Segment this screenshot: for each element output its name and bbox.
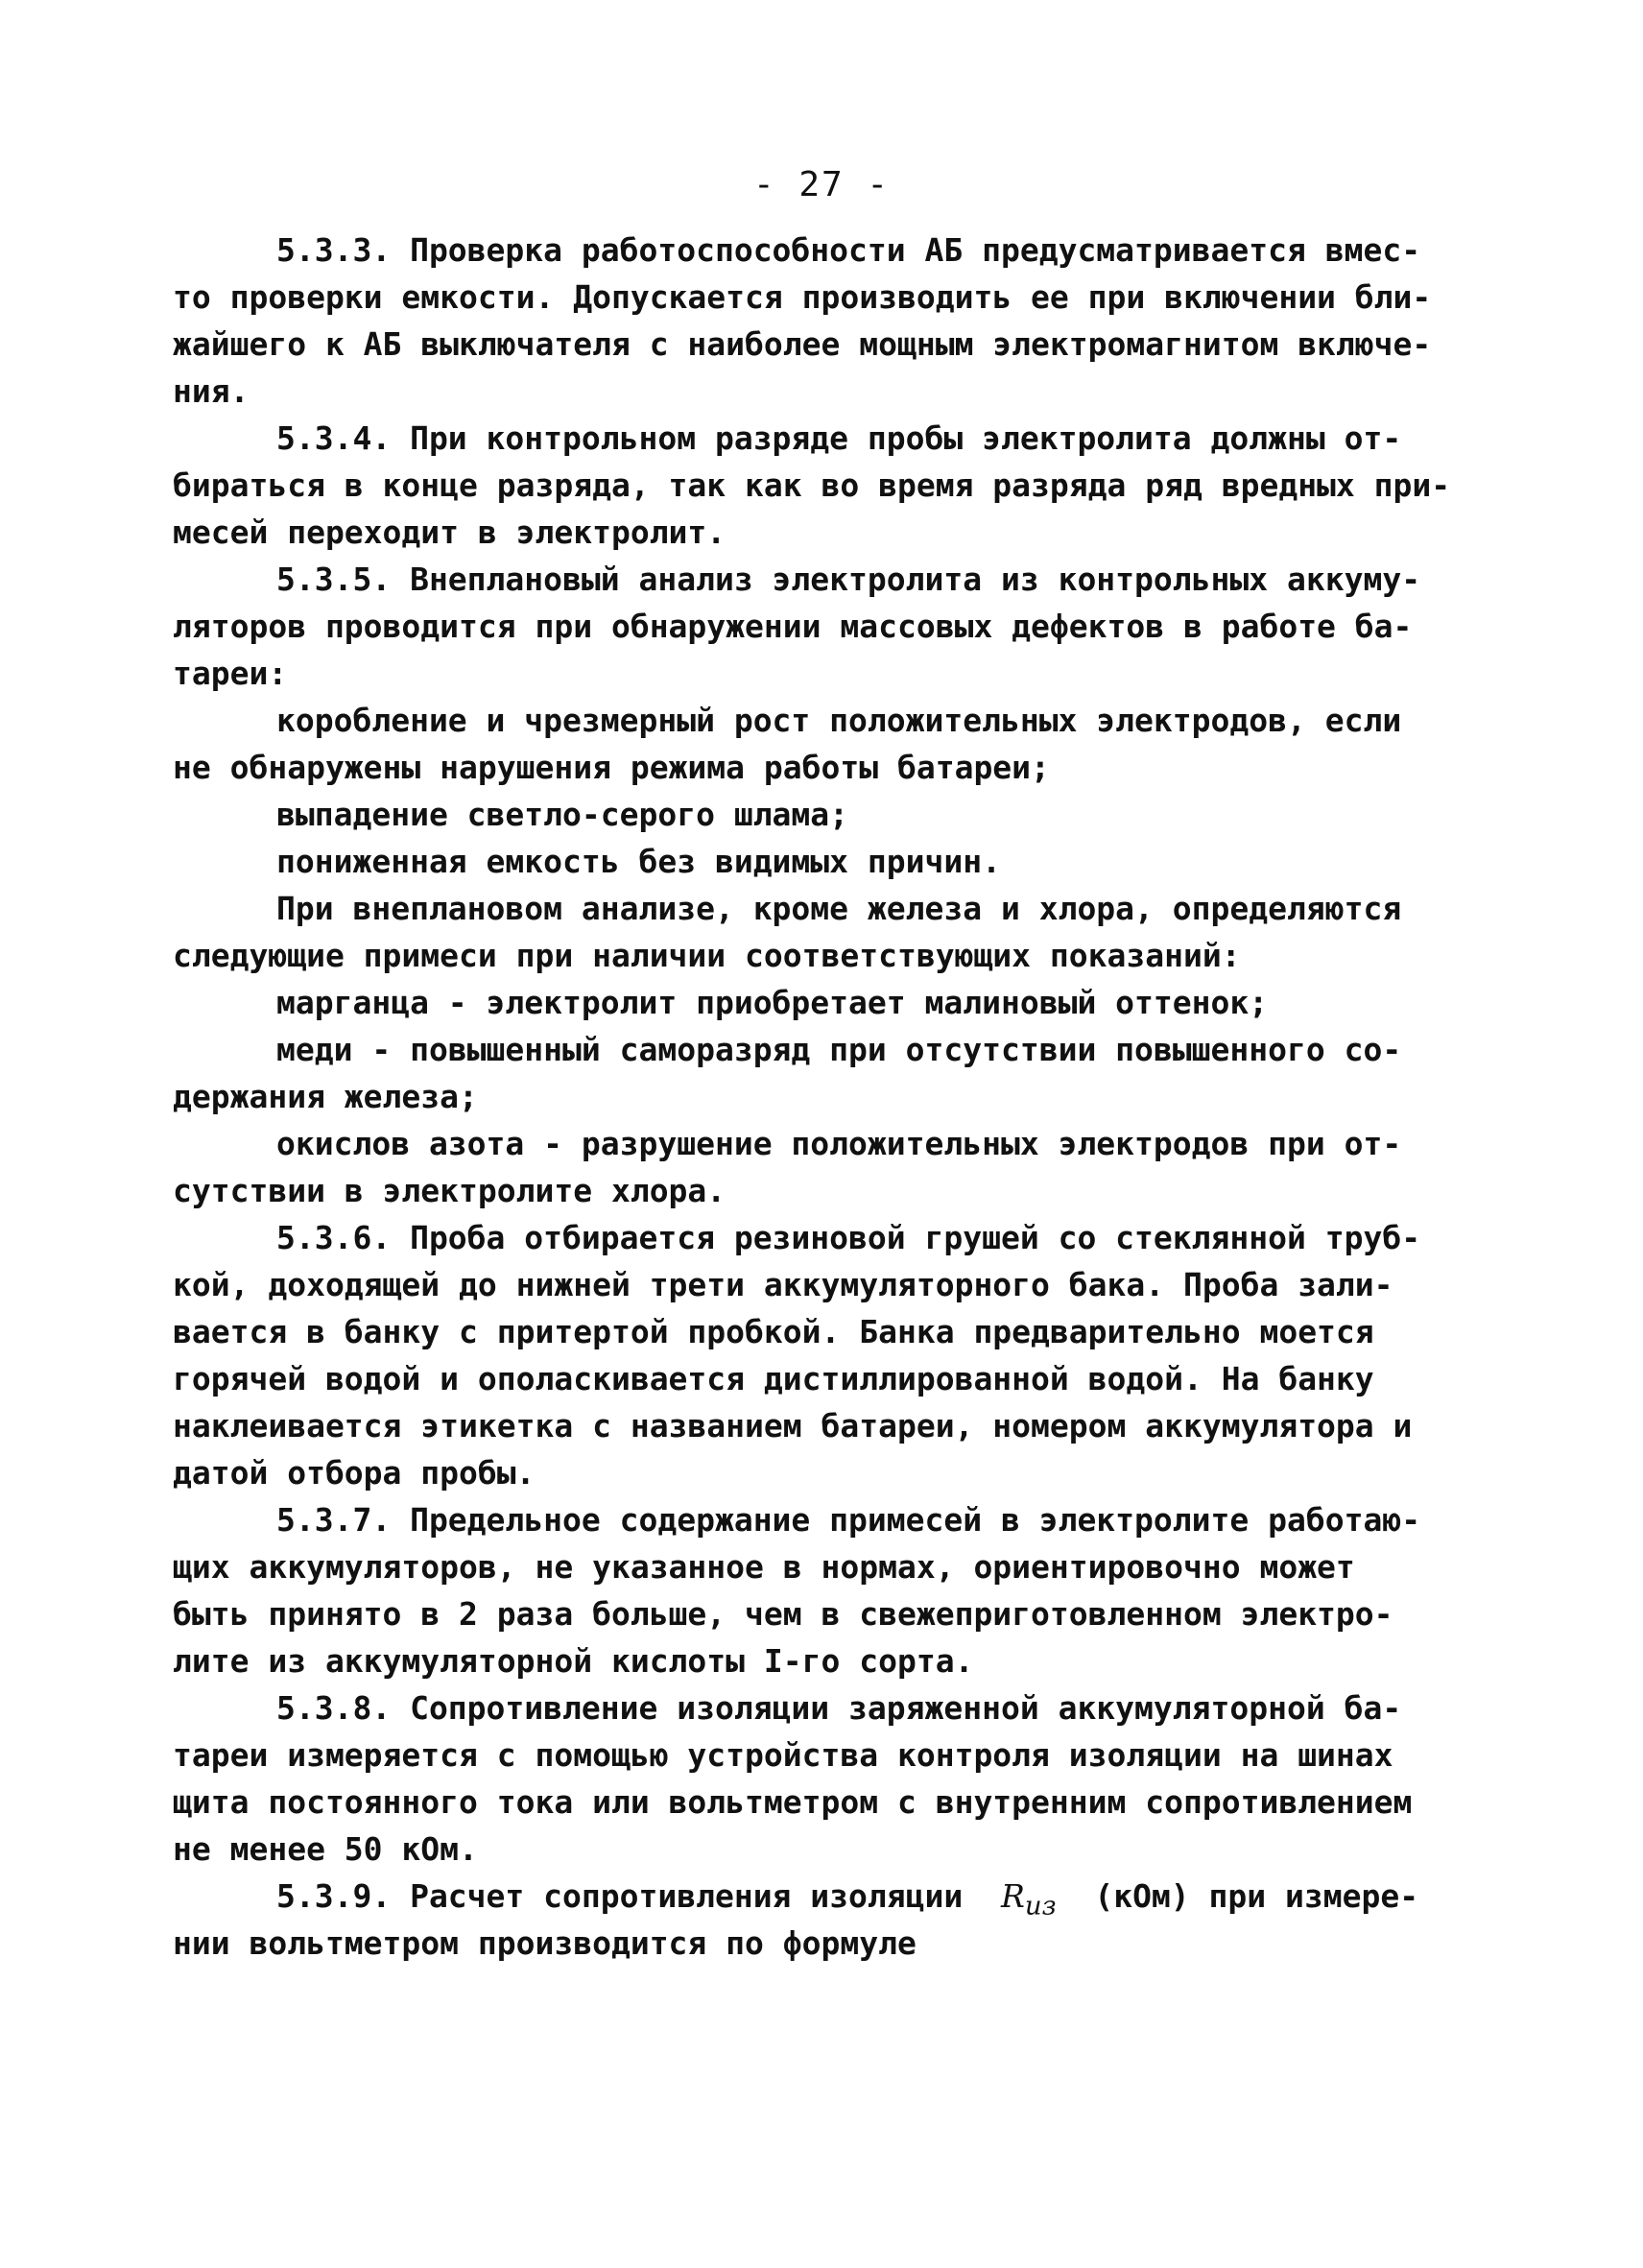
text-line: 5.3.3. Проверка работоспособности АБ предусматривается вмес- <box>276 231 1421 269</box>
formula-symbol: R <box>1001 1877 1025 1915</box>
text-line: кой, доходящей до нижней трети аккумуляторного бака. Проба зали- <box>173 1266 1393 1303</box>
text-line: 5.3.8. Сопротивление изоляции заряженной аккумуляторной ба- <box>276 1689 1402 1727</box>
text-line: датой отбора пробы. <box>173 1454 536 1492</box>
document-body <box>173 227 1459 1967</box>
text-line: не обнаружены нарушения режима работы батареи; <box>173 749 1050 786</box>
text-line: наклеивается этикетка с названием батареи, номером аккумулятора и <box>173 1407 1413 1444</box>
text-line: вается в банку с притертой пробкой. Банка предварительно моется <box>173 1313 1374 1350</box>
text-line: нии вольтметром производится по формуле <box>173 1924 917 1962</box>
text-line: держания железа; <box>173 1078 478 1115</box>
text-line: сутствии в электролите хлора. <box>173 1172 726 1209</box>
page-number: - 27 - <box>752 165 891 204</box>
formula-line <box>173 1873 1459 1920</box>
text-line: выпадение светло-серого шлама; <box>276 796 849 833</box>
text-line: тареи: <box>173 655 288 692</box>
text-line: 5.3.6. Проба отбирается резиновой грушей со стеклянной труб- <box>276 1219 1421 1256</box>
text-line: 5.3.7. Предельное содержание примесей в электролите работаю- <box>276 1501 1421 1539</box>
text-line: следующие примеси при наличии соответствующих показаний: <box>173 937 1241 974</box>
text-fragment: 5.3.9. Расчет сопротивления изоляции <box>276 1877 964 1915</box>
insulation-resistance-symbol <box>1001 1877 1057 1922</box>
text-line: щих аккумуляторов, не указанное в нормах, ориентировочно может <box>173 1548 1355 1586</box>
text-line: пониженная емкость без видимых причин. <box>276 843 1001 880</box>
text-line: ния. <box>173 372 250 410</box>
text-line: меди - повышенный саморазряд при отсутствии повышенного со- <box>276 1031 1402 1068</box>
text-line: бираться в конце разряда, так как во время разряда ряд вредных при- <box>173 466 1451 504</box>
text-line: не менее 50 кОм. <box>173 1830 478 1868</box>
text-line: горячей водой и ополаскивается дистиллированной водой. На банку <box>173 1360 1374 1397</box>
text-line: тареи измеряется с помощью устройства контроля изоляции на шинах <box>173 1736 1393 1774</box>
text-line: щита постоянного тока или вольтметром с внутренним сопротивлением <box>173 1783 1413 1821</box>
text-line: коробление и чрезмерный рост положительных электродов, если <box>276 702 1402 739</box>
text-line: ляторов проводится при обнаружении массовых дефектов в работе ба- <box>173 608 1413 645</box>
text-line: окислов азота - разрушение положительных электродов при от- <box>276 1125 1402 1162</box>
text-line: 5.3.5. Внеплановый анализ электролита из контрольных аккуму- <box>276 561 1421 598</box>
formula-subscript: из <box>1024 1890 1057 1922</box>
text-line: месей переходит в электролит. <box>173 513 726 551</box>
text-line: 5.3.4. При контрольном разряде пробы электролита должны от- <box>276 419 1402 457</box>
text-line: лите из аккумуляторной кислоты I-го сорта. <box>173 1642 974 1680</box>
text-line: При внеплановом анализе, кроме железа и хлора, определяются <box>276 890 1402 927</box>
text-fragment: (кОм) при измере- <box>1094 1877 1419 1915</box>
text-line: быть принято в 2 раза больше, чем в свежеприготовленном электро- <box>173 1595 1393 1633</box>
text-line: то проверки емкости. Допускается производить ее при включении бли- <box>173 278 1432 316</box>
text-line: жайшего к АБ выключателя с наиболее мощным электромагнитом включе- <box>173 325 1432 363</box>
text-line: марганца - электролит приобретает малиновый оттенок; <box>276 984 1269 1021</box>
